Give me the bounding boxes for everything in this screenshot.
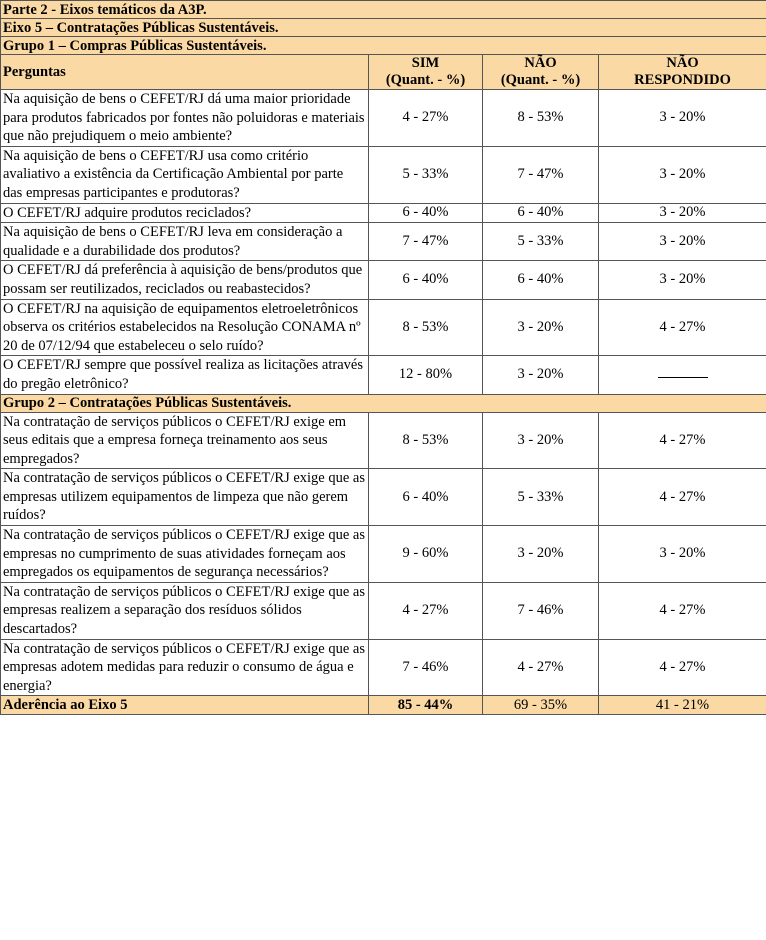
footer-nao-respondido: 41 - 21%	[599, 696, 766, 715]
question-cell: O CEFET/RJ sempre que possível realiza as licitações através do pregão eletrônico?	[1, 356, 369, 394]
nao-respondido-cell: 3 - 20%	[599, 261, 766, 299]
column-header-row	[1, 55, 766, 90]
nao-respondido-cell: 3 - 20%	[599, 90, 766, 147]
question-cell: Na aquisição de bens o CEFET/RJ leva em consideração a qualidade e a durabilidade dos produtos?	[1, 223, 369, 261]
footer-row	[1, 696, 766, 715]
group1-title-row	[1, 37, 766, 55]
nao-cell: 6 - 40%	[483, 203, 599, 223]
sim-cell: 6 - 40%	[369, 261, 483, 299]
sim-cell: 4 - 27%	[369, 90, 483, 147]
header-nr-line2: RESPONDIDO	[634, 72, 731, 88]
nao-cell: 5 - 33%	[483, 469, 599, 526]
nao-respondido-cell: 4 - 27%	[599, 469, 766, 526]
question-cell: Na contratação de serviços públicos o CEFET/RJ exige que as empresas no cumprimento de suas atividades forneçam aos empregados os equipamentos de segurança necessários?	[1, 526, 369, 583]
nao-respondido-cell: 3 - 20%	[599, 203, 766, 223]
table-row	[1, 299, 766, 356]
nao-cell: 4 - 27%	[483, 639, 599, 696]
table-row	[1, 203, 766, 223]
sim-cell: 6 - 40%	[369, 469, 483, 526]
question-cell: Na aquisição de bens o CEFET/RJ usa como critério avaliativo a existência da Certificação Ambiental por parte das empresas participantes e produtoras?	[1, 146, 369, 203]
table-row	[1, 639, 766, 696]
sim-cell: 8 - 53%	[369, 412, 483, 469]
nao-cell: 7 - 46%	[483, 582, 599, 639]
nao-respondido-cell: 4 - 27%	[599, 412, 766, 469]
nao-respondido-cell: 4 - 27%	[599, 639, 766, 696]
header-nao-line1: NÃO	[524, 55, 557, 71]
sim-cell: 6 - 40%	[369, 203, 483, 223]
sim-cell: 9 - 60%	[369, 526, 483, 583]
question-cell: Na contratação de serviços públicos o CEFET/RJ exige que as empresas utilizem equipamentos de limpeza que não gerem ruídos?	[1, 469, 369, 526]
nao-cell: 7 - 47%	[483, 146, 599, 203]
blank-line	[658, 369, 708, 378]
group1-title: Grupo 1 – Compras Públicas Sustentáveis.	[1, 37, 766, 55]
header-questions: Perguntas	[1, 55, 369, 90]
nao-cell: 3 - 20%	[483, 412, 599, 469]
table-row	[1, 90, 766, 147]
sim-cell: 8 - 53%	[369, 299, 483, 356]
question-cell: Na aquisição de bens o CEFET/RJ dá uma maior prioridade para produtos fabricados por fontes não poluidoras e materiais que não prejudiquem o meio ambiente?	[1, 90, 369, 147]
table-row	[1, 223, 766, 261]
footer-label: Aderência ao Eixo 5	[1, 696, 369, 715]
table-row	[1, 582, 766, 639]
table-row	[1, 412, 766, 469]
footer-sim: 85 - 44%	[369, 696, 483, 715]
header-sim	[369, 55, 483, 90]
axis-title: Eixo 5 – Contratações Públicas Sustentáveis.	[1, 19, 766, 37]
nao-cell: 5 - 33%	[483, 223, 599, 261]
sim-cell: 12 - 80%	[369, 356, 483, 394]
question-cell: Na contratação de serviços públicos o CEFET/RJ exige que as empresas adotem medidas para reduzir o consumo de água e energia?	[1, 639, 369, 696]
question-cell: O CEFET/RJ dá preferência à aquisição de bens/produtos que possam ser reutilizados, reciclados ou reabastecidos?	[1, 261, 369, 299]
part-title: Parte 2 - Eixos temáticos da A3P.	[1, 1, 766, 19]
nao-cell: 8 - 53%	[483, 90, 599, 147]
part-title-row	[1, 1, 766, 19]
sim-cell: 7 - 47%	[369, 223, 483, 261]
nao-cell: 3 - 20%	[483, 356, 599, 394]
question-cell: O CEFET/RJ adquire produtos reciclados?	[1, 203, 369, 223]
table-row	[1, 469, 766, 526]
table-row	[1, 261, 766, 299]
nao-respondido-cell: 3 - 20%	[599, 526, 766, 583]
sim-cell: 4 - 27%	[369, 582, 483, 639]
question-cell: O CEFET/RJ na aquisição de equipamentos eletroeletrônicos observa os critérios estabelecidos na Resolução CONAMA nº 20 de 07/12/94 que estabeleceu o selo ruído?	[1, 299, 369, 356]
table-row	[1, 146, 766, 203]
sim-cell: 7 - 46%	[369, 639, 483, 696]
nao-respondido-cell: 3 - 20%	[599, 223, 766, 261]
question-cell: Na contratação de serviços públicos o CEFET/RJ exige que as empresas realizem a separação dos resíduos sólidos descartados?	[1, 582, 369, 639]
header-nao-respondido	[599, 55, 766, 90]
header-nao-line2: (Quant. - %)	[500, 72, 581, 88]
nao-cell: 3 - 20%	[483, 526, 599, 583]
axis-title-row	[1, 19, 766, 37]
table-row	[1, 356, 766, 394]
nao-respondido-cell: 4 - 27%	[599, 299, 766, 356]
nao-respondido-blank-cell	[599, 356, 766, 394]
group2-title: Grupo 2 – Contratações Públicas Sustentáveis.	[1, 394, 766, 412]
nao-cell: 3 - 20%	[483, 299, 599, 356]
nao-respondido-cell: 4 - 27%	[599, 582, 766, 639]
table-row	[1, 526, 766, 583]
nao-respondido-cell: 3 - 20%	[599, 146, 766, 203]
header-sim-line2: (Quant. - %)	[385, 72, 466, 88]
group2-title-row	[1, 394, 766, 412]
header-nr-line1: NÃO	[666, 55, 699, 71]
sim-cell: 5 - 33%	[369, 146, 483, 203]
header-nao	[483, 55, 599, 90]
nao-cell: 6 - 40%	[483, 261, 599, 299]
question-cell: Na contratação de serviços públicos o CEFET/RJ exige em seus editais que a empresa forneça treinamento aos seus empregados?	[1, 412, 369, 469]
header-sim-line1: SIM	[411, 55, 440, 71]
footer-nao: 69 - 35%	[483, 696, 599, 715]
